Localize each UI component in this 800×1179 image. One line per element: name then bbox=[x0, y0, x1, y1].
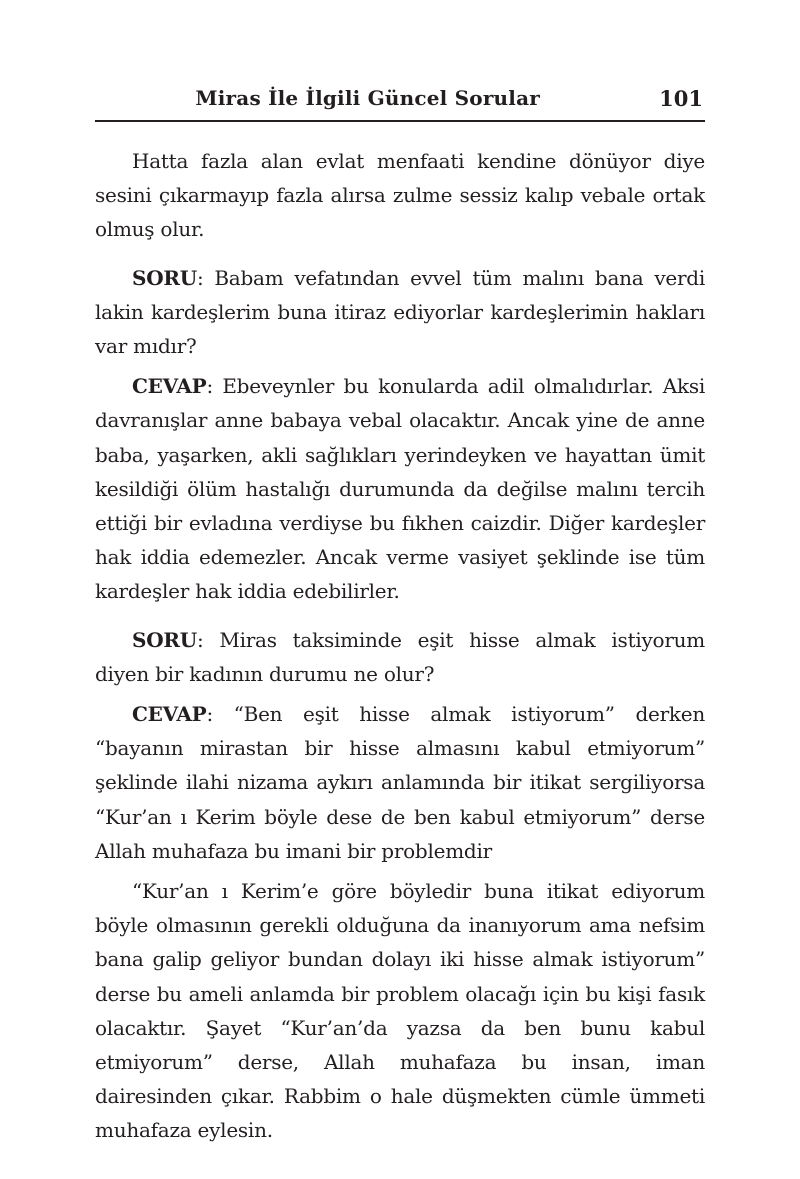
question-paragraph bbox=[95, 261, 705, 364]
running-title: Miras İle İlgili Güncel Sorular bbox=[195, 86, 540, 110]
question-label: SORU bbox=[132, 265, 197, 290]
paragraph-continuation bbox=[95, 874, 705, 1148]
answer-label: CEVAP bbox=[132, 702, 207, 727]
question-paragraph bbox=[95, 623, 705, 691]
question-text: : Babam vefatından evvel tüm malını bana verdi lakin kardeşlerim buna itiraz ediyorlar kardeşlerimin hakları var mıdır? bbox=[95, 265, 705, 359]
running-header bbox=[95, 84, 705, 122]
paragraph-text: Hatta fazla alan evlat menfaati kendine dönüyor diye sesini çıkarmayıp fazla alırsa zulme sessiz kalıp vebale ortak olmuş olur. bbox=[95, 149, 705, 242]
answer-paragraph bbox=[95, 369, 705, 608]
paragraph-intro bbox=[95, 144, 705, 247]
answer-text: : Ebeveynler bu konularda adil olmalıdırlar. Aksi davranışlar anne babaya vebal olacaktır. Ancak yine de anne baba, yaşarken, akli sağlıkları yerindeyken ve hayattan ümit kesildiği ölüm hastalığı durumunda da değilse malını tercih ettiği bir evladına verdiyse bu fıkhen caizdir. Diğer kardeşler hak iddia edemezler. Ancak verme vasiyet şeklinde ise tüm kardeşler hak iddia edebilirler. bbox=[95, 374, 705, 604]
answer-label: CEVAP bbox=[132, 374, 207, 399]
question-label: SORU bbox=[132, 627, 197, 652]
page-number: 101 bbox=[659, 86, 703, 111]
answer-text: : “Ben eşit hisse almak istiyorum” derken “bayanın mirastan bir hisse almasını kabul etmiyorum” şeklinde ilahi nizama aykırı anlamında bir itikat sergiliyorsa “Kur’an ı Kerim böyle dese de ben kabul etmiyorum” derse Allah muhafaza bu imani bir problemdir bbox=[95, 702, 705, 863]
paragraph-text: “Kur’an ı Kerim’e göre böyledir buna itikat ediyorum böyle olmasının gerekli olduğuna da inanıyorum ama nefsim bana galip geliyor bundan dolayı iki hisse almak istiyorum” derse bu ameli anlamda bir problem olacağı için bu kişi fasık olacaktır. Şayet “Kur’an’da yazsa da ben bunu kabul etmiyorum” derse, Allah muhafaza bu insan, iman dairesinden çıkar. Rabbim o hale düşmekten cümle ümmeti muhafaza eylesin. bbox=[95, 879, 705, 1143]
body-text bbox=[95, 144, 705, 1148]
answer-paragraph bbox=[95, 697, 705, 868]
question-text: : Miras taksiminde eşit hisse almak istiyorum diyen bir kadının durumu ne olur? bbox=[95, 627, 705, 686]
book-page bbox=[95, 84, 705, 1148]
